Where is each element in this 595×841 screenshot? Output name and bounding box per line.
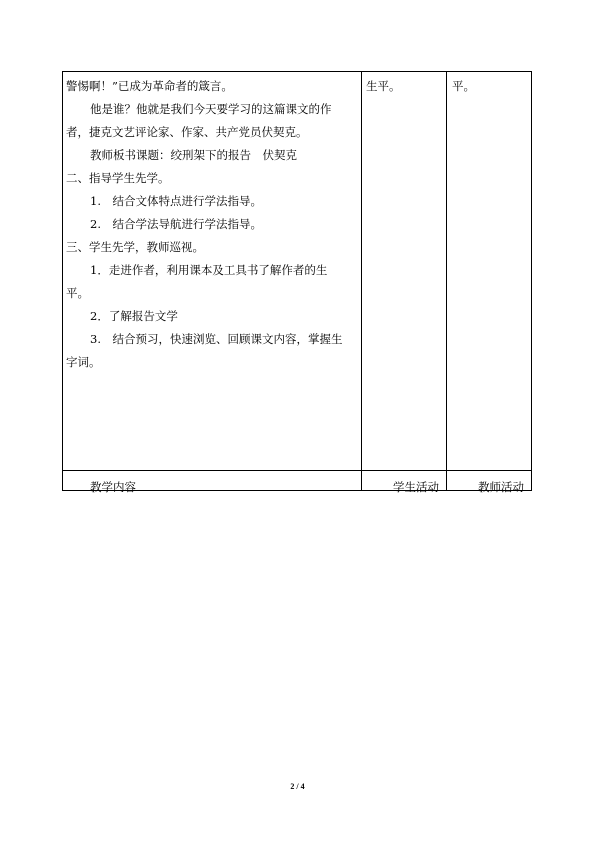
footer-student-label: 学生活动 [393,480,439,494]
content-line: 警惕啊！”已成为革命者的箴言。 [66,79,233,93]
teacher-activity-text: 平。 [452,79,475,93]
student-activity-text: 生平。 [366,79,401,93]
content-line: 2．了解报告文学 [90,309,178,323]
content-line: 教师板书课题：绞刑架下的报告 伏契克 [90,148,297,162]
content-line: 字词。 [66,355,101,369]
content-line: 2. 结合学法导航进行学法指导。 [90,217,262,231]
column-divider-1 [361,72,362,490]
footer-teacher-label: 教师活动 [478,480,524,494]
content-line: 3. 结合预习，快速浏览、回顾课文内容，掌握生 [90,332,343,346]
content-line: 1. 结合文体特点进行学法指导。 [90,194,262,208]
footer-content-label: 教学内容 [90,480,136,494]
page-number: 2 / 4 [290,782,305,791]
content-line: 三、学生先学，教师巡视。 [66,240,204,254]
content-line: 1．走进作者，利用课本及工具书了解作者的生 [90,263,328,277]
content-line: 他是谁？他就是我们今天要学习的这篇课文的作 [90,102,332,116]
content-line: 二、指导学生先学。 [66,171,170,185]
teaching-content-cell [66,78,358,377]
footer-row-divider [63,470,531,471]
lesson-table [62,71,532,494]
content-line: 平。 [66,286,89,300]
column-divider-2 [446,72,447,490]
content-line: 者，捷克文艺评论家、作家、共产党员伏契克。 [66,125,308,139]
